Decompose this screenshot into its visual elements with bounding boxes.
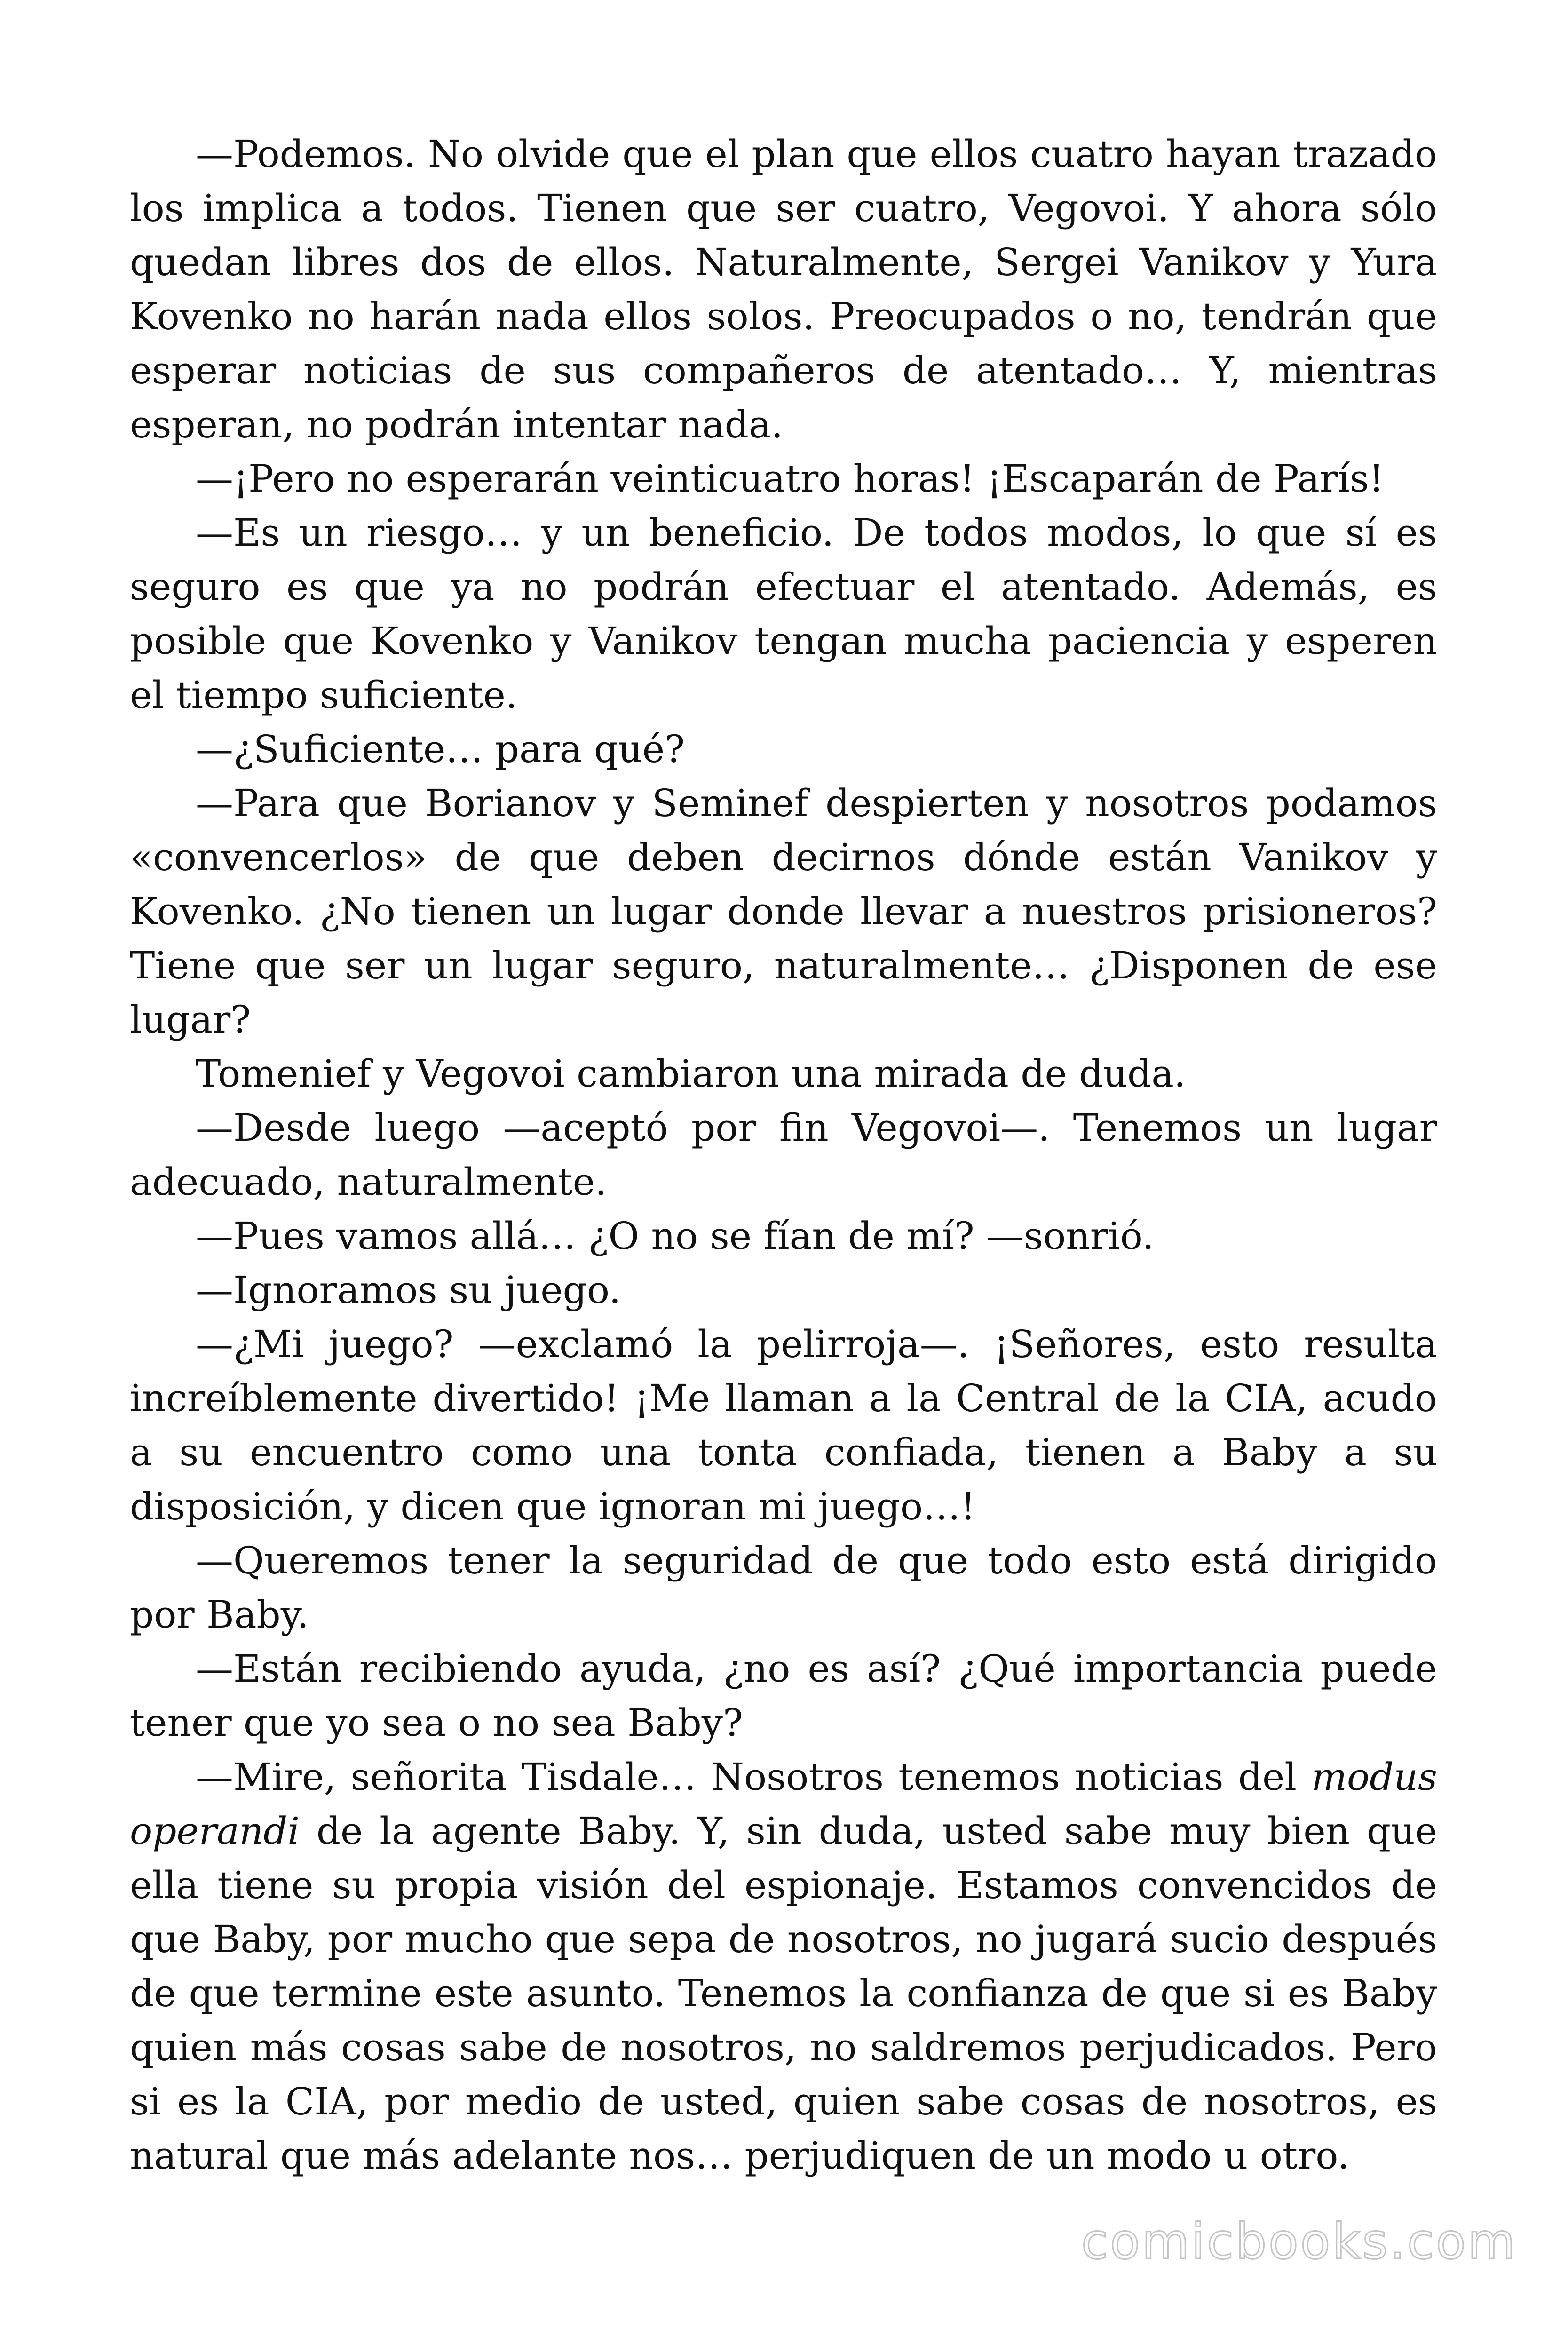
paragraph-13-start: —Mire, señorita Tisdale… Nosotros tenemos noticias del: [196, 1755, 1312, 1799]
paragraph-1: —Podemos. No olvide que el plan que ellos cuatro hayan trazado los implica a todos. Tienen que ser cuatro, Vegovoi. Y ahora sólo quedan libres dos de ellos. Naturalmente, Sergei Vanikov y Yura Kovenko no harán nada ellos solos. Preocupados o no, tendrán que esperar noticias de sus compañeros de atentado… Y, mientras esperan, no podrán intentar nada.: [130, 132, 1437, 446]
paragraph-12: —Están recibiendo ayuda, ¿no es así? ¿Qué importancia puede tener que yo sea o no sea Baby?: [130, 1647, 1437, 1745]
paragraph-2: —¡Pero no esperarán veinticuatro horas! ¡Escaparán de París!: [196, 457, 1384, 501]
paragraph-13-end: de la agente Baby. Y, sin duda, usted sabe muy bien que ella tiene su propia visión del espionaje. Estamos convencidos de que Baby, por mucho que sepa de nosotros, no jugará sucio después de que termine este asunto. Tenemos la confianza de que si es Baby quien más cosas sabe de nosotros, no saldremos perjudicados. Pero si es la CIA, por medio de usted, quien sabe cosas de nosotros, es natural que más adelante nos… perjudiquen de un modo u otro.: [130, 1809, 1437, 2177]
paragraph-3: —Es un riesgo… y un beneficio. De todos modos, lo que sí es seguro es que ya no podrán efectuar el atentado. Además, es posible que Kovenko y Vanikov tengan mucha paciencia y esperen el tiempo suficiente.: [130, 511, 1437, 717]
paragraph-4: —¿Suficiente… para qué?: [196, 727, 685, 771]
watermark: comicbooks.com: [1081, 2213, 1517, 2270]
paragraph-11: —Queremos tener la seguridad de que todo esto está dirigido por Baby.: [130, 1539, 1437, 1637]
paragraph-5: —Para que Borianov y Seminef despierten y nosotros podamos «convencerlos» de que deben decirnos dónde están Vanikov y Kovenko. ¿No tienen un lugar donde llevar a nuestros prisioneros? Tiene que ser un lugar seguro, naturalmente… ¿Disponen de ese lugar?: [130, 781, 1437, 1041]
paragraph-8: —Pues vamos allá… ¿O no se fían de mí? —sonrió.: [196, 1214, 1154, 1258]
paragraph-10: —¿Mi juego? —exclamó la pelirroja—. ¡Señores, esto resulta increíblemente divertido! ¡Me llaman a la Central de la CIA, acudo a su encuentro como una tonta confiada, tienen a Baby a su disposición, y dicen que ignoran mi juego…!: [130, 1322, 1437, 1528]
paragraph-7: —Desde luego —aceptó por fin Vegovoi—. Tenemos un lugar adecuado, naturalmente.: [130, 1106, 1437, 1204]
paragraph-9: —Ignoramos su juego.: [196, 1268, 621, 1312]
page-body: [130, 127, 1437, 2183]
paragraph-13-italic: modus operandi: [130, 1755, 1437, 1853]
paragraph-6: Tomenief y Vegovoi cambiaron una mirada de duda.: [196, 1052, 1186, 1096]
paragraph-13: [130, 1750, 1437, 2183]
